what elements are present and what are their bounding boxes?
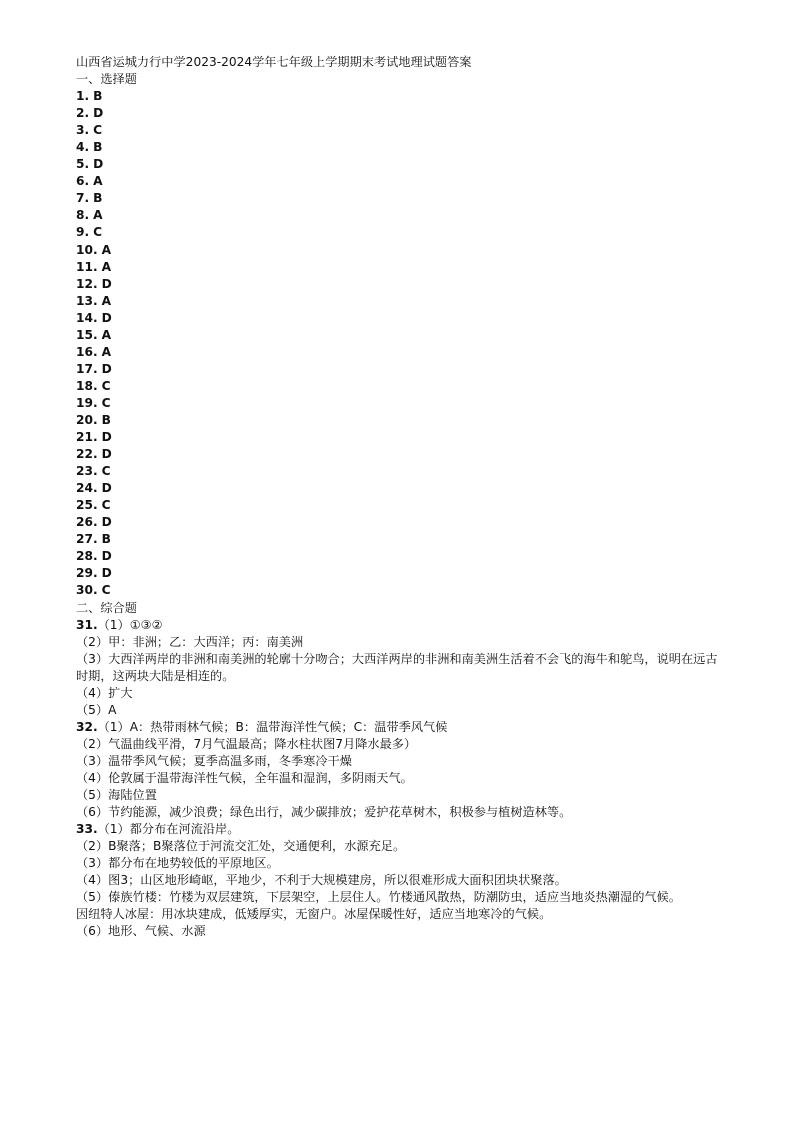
- answer-item: [76, 480, 726, 497]
- q31-part4: （4）扩大: [76, 685, 133, 700]
- answer-number: 25.: [76, 498, 98, 513]
- answer-item: [76, 122, 726, 139]
- q32-part5: （5）海陆位置: [76, 788, 157, 803]
- answer-item: [76, 88, 726, 105]
- answer-choice: D: [101, 276, 112, 291]
- answer-number: 28.: [76, 549, 98, 564]
- answer-number: 6.: [76, 174, 90, 189]
- answer-choice: B: [101, 412, 111, 427]
- answer-item: [76, 378, 726, 395]
- q31-number: 31.: [76, 617, 98, 632]
- answer-item: [76, 395, 726, 412]
- answer-choice: B: [93, 140, 103, 155]
- answer-choice: A: [101, 259, 112, 274]
- answer-item: [76, 173, 726, 190]
- answer-number: 20.: [76, 412, 98, 427]
- answer-number: 1.: [76, 89, 90, 104]
- answer-choice: C: [93, 225, 103, 240]
- q31-part5: （5）A: [76, 702, 117, 717]
- answer-item: [76, 463, 726, 480]
- answer-number: 17.: [76, 361, 98, 376]
- answer-number: 9.: [76, 225, 90, 240]
- answer-item: [76, 497, 726, 514]
- answer-choice: A: [101, 242, 112, 257]
- answer-item: [76, 565, 726, 582]
- q33-part5-second: 因纽特人冰屋：用冰块建成，低矮厚实，无窗户。冰屋保暖性好，适应当地寒冷的气候。: [76, 907, 552, 922]
- q32-part1-text: （1）A：热带雨林气候；B：温带海洋性气候；C：温带季风气候: [97, 719, 448, 734]
- answer-item: [76, 327, 726, 344]
- q33-part4: （4）图3；山区地形崎岖，平地少，不利于大规模建房，所以很难形成大面积团块状聚落。: [76, 873, 567, 888]
- answer-number: 26.: [76, 515, 98, 530]
- q33-part5: （5）傣族竹楼：竹楼为双层建筑，下层架空，上层住人。竹楼通风散热，防潮防虫，适应当地炎热潮湿的气候。: [76, 890, 681, 905]
- answer-item: [76, 105, 726, 122]
- q33-part6: （6）地形、气候、水源: [76, 924, 206, 939]
- answer-number: 22.: [76, 447, 98, 462]
- q32-part6: （6）节约能源，减少浪费；绿色出行，减少碳排放；爱护花草树木，积极参与植树造林等。: [76, 805, 572, 820]
- answer-choice: C: [101, 395, 111, 410]
- section-heading-comprehensive: 二、综合题: [76, 600, 137, 615]
- answer-item: [76, 429, 726, 446]
- answer-number: 2.: [76, 106, 90, 121]
- q32-part4: （4）伦敦属于温带海洋性气候，全年温和湿润，多阴雨天气。: [76, 770, 413, 785]
- answer-choice: D: [101, 361, 112, 376]
- answer-item: [76, 190, 726, 207]
- q31-part3: （3）大西洋两岸的非洲和南美洲的轮廓十分吻合；大西洋两岸的非洲和南美洲生活着不会飞的海牛和鸵鸟，说明在远古时期，这两块大陆是相连的。: [76, 651, 718, 683]
- answer-number: 18.: [76, 378, 98, 393]
- answer-choice: D: [101, 515, 112, 530]
- q33-part2: （2）B聚落；B聚落位于河流交汇处，交通便利，水源充足。: [76, 839, 406, 854]
- q31-part2: （2）甲：非洲；乙：大西洋；丙：南美洲: [76, 634, 304, 649]
- answer-item: [76, 242, 726, 259]
- answer-number: 24.: [76, 481, 98, 496]
- answer-choice: A: [101, 293, 112, 308]
- answer-number: 7.: [76, 191, 90, 206]
- question-31: [76, 617, 726, 719]
- answer-choice: A: [93, 174, 103, 189]
- answer-item: [76, 310, 726, 327]
- answer-item: [76, 361, 726, 378]
- answer-number: 14.: [76, 310, 98, 325]
- answer-choice: D: [101, 310, 112, 325]
- answer-choice: B: [93, 89, 103, 104]
- answer-choice: D: [101, 481, 112, 496]
- answer-choice: C: [101, 583, 111, 598]
- answer-choice: D: [101, 447, 112, 462]
- answer-number: 8.: [76, 208, 90, 223]
- answer-choice: A: [93, 208, 103, 223]
- q32-part3: （3）温带季风气候；夏季高温多雨，冬季寒冷干燥: [76, 753, 352, 768]
- answer-item: [76, 531, 726, 548]
- question-33: [76, 821, 726, 940]
- answer-choice: C: [101, 378, 111, 393]
- answer-number: 3.: [76, 123, 90, 138]
- answer-number: 30.: [76, 583, 98, 598]
- answer-number: 15.: [76, 327, 98, 342]
- q32-number: 32.: [76, 719, 98, 734]
- answer-number: 21.: [76, 430, 98, 445]
- question-32: [76, 719, 726, 821]
- answer-choice: B: [101, 532, 111, 547]
- answer-choice: C: [101, 498, 111, 513]
- answer-item: [76, 412, 726, 429]
- answer-number: 10.: [76, 242, 98, 257]
- answer-choice: D: [101, 566, 112, 581]
- document-title: 山西省运城力行中学2023-2024学年七年级上学期期末考试地理试题答案: [76, 55, 472, 69]
- answer-item: [76, 293, 726, 310]
- answer-item: [76, 259, 726, 276]
- q32-part1: [76, 719, 726, 736]
- answer-choice: A: [101, 327, 112, 342]
- answer-number: 27.: [76, 532, 98, 547]
- answer-number: 4.: [76, 140, 90, 155]
- answer-item: [76, 548, 726, 565]
- q31-part1: [76, 617, 726, 634]
- answer-item: [76, 446, 726, 463]
- answer-item: [76, 344, 726, 361]
- answer-number: 11.: [76, 259, 98, 274]
- q33-part1: [76, 821, 726, 838]
- answer-item: [76, 156, 726, 173]
- q33-part1-text: （1）都分布在河流沿岸。: [97, 822, 240, 837]
- q33-number: 33.: [76, 822, 98, 837]
- answer-item: [76, 514, 726, 531]
- answer-item: [76, 207, 726, 224]
- answer-item: [76, 224, 726, 241]
- q32-part2: （2）气温曲线平滑，7月气温最高；降水柱状图7月降水最多）: [76, 736, 417, 751]
- answer-number: 5.: [76, 157, 90, 172]
- answer-number: 23.: [76, 464, 98, 479]
- q33-part3: （3）都分布在地势较低的平原地区。: [76, 856, 279, 871]
- answer-item: [76, 582, 726, 599]
- answer-choice: B: [93, 191, 103, 206]
- answer-number: 19.: [76, 395, 98, 410]
- document-page: [76, 54, 726, 940]
- answer-list-multiple-choice: [76, 88, 726, 599]
- answer-item: [76, 139, 726, 156]
- q31-part1-text: （1）①③②: [97, 617, 163, 632]
- answer-choice: A: [101, 344, 112, 359]
- answer-number: 29.: [76, 566, 98, 581]
- answer-choice: C: [101, 464, 111, 479]
- answer-choice: D: [101, 430, 112, 445]
- answer-choice: C: [93, 123, 103, 138]
- answer-item: [76, 276, 726, 293]
- answer-choice: D: [93, 157, 104, 172]
- answer-number: 16.: [76, 344, 98, 359]
- section-heading-multiple-choice: 一、选择题: [76, 72, 137, 87]
- answer-choice: D: [93, 106, 104, 121]
- answer-number: 13.: [76, 293, 98, 308]
- answer-choice: D: [101, 549, 112, 564]
- answer-number: 12.: [76, 276, 98, 291]
